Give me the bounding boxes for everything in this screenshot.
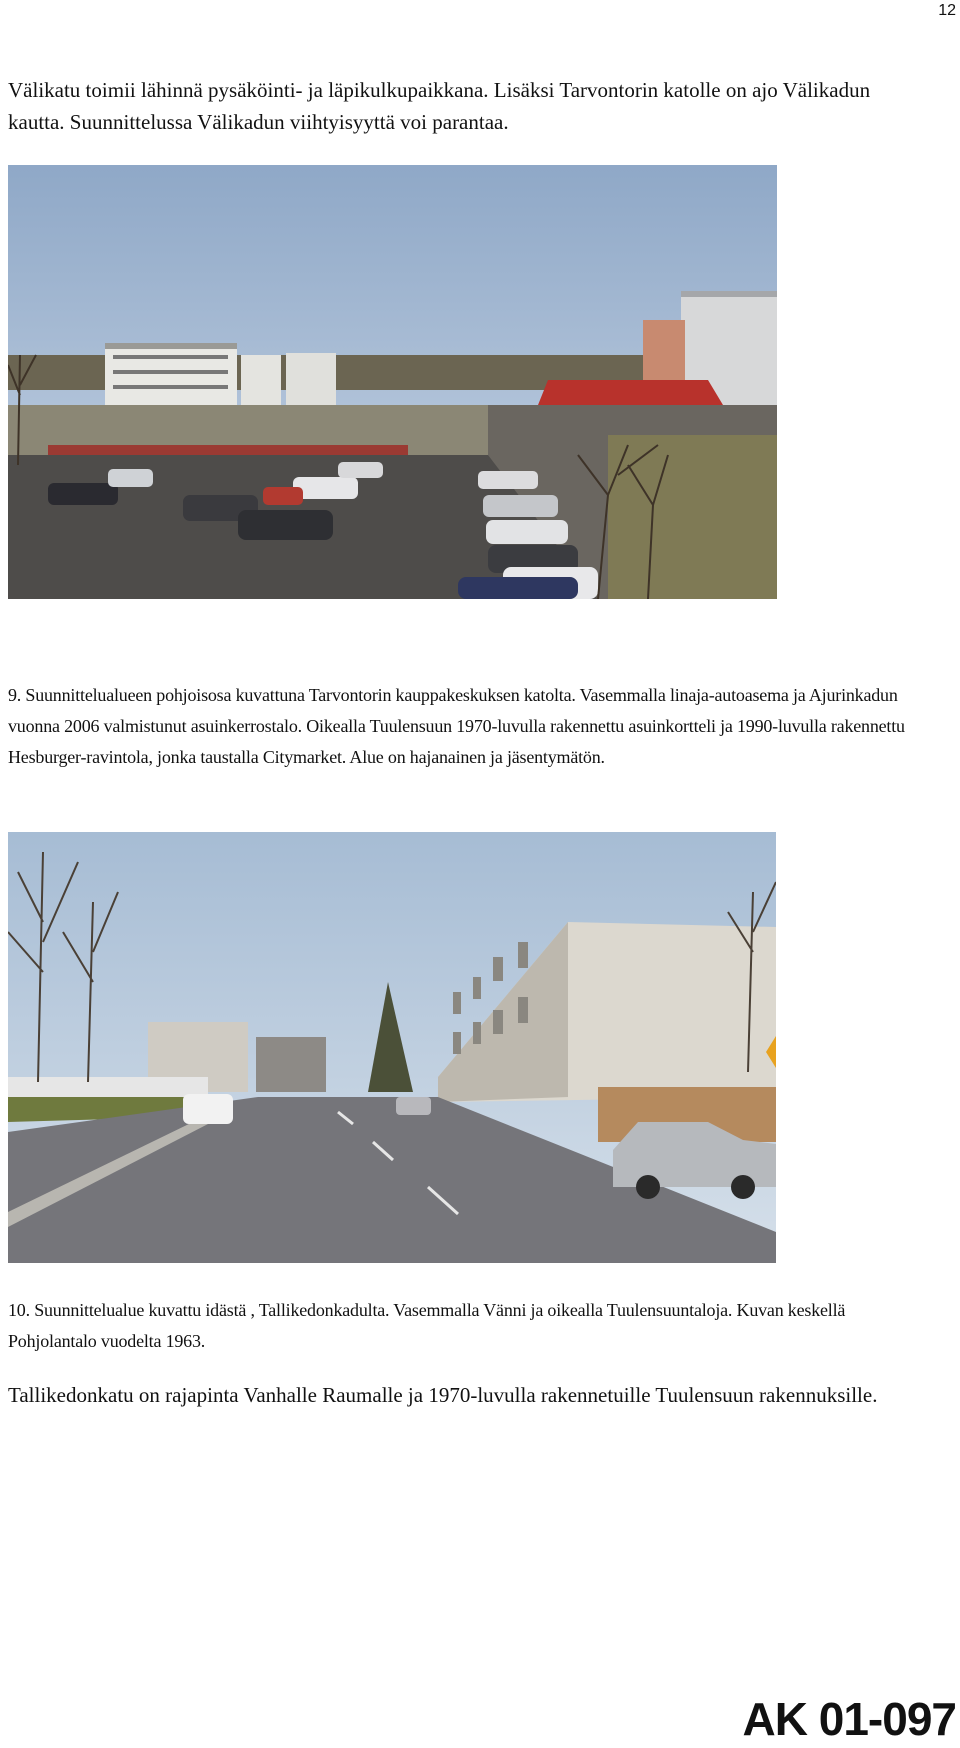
parking-lot-photo xyxy=(8,165,777,599)
document-code: AK 01-097 xyxy=(742,1693,956,1745)
figure-9-caption: 9. Suunnittelualueen pohjoisosa kuvattuna Tarvontorin kauppakeskuksen katolta. Vasemmalla linaja-autoasema ja Ajurinkadun vuonna 2006 valmistunut asuinkerrostalo. Oikealla Tuulensuun 1970-luvulla rakennettu asuinkortteli ja 1990-luvulla rakennettu Hesburger-ravintola, jonka taustalla Citymarket. Alue on hajanainen ja jäsentymätön. xyxy=(8,685,905,767)
intro-paragraph: Välikatu toimii lähinnä pysäköinti- ja läpikulkupaikkana. Lisäksi Tarvontorin katolle on ajo Välikadun kautta. Suunnittelussa Välikadun viihtyisyyttä voi parantaa. xyxy=(8,78,871,134)
figure-10-caption: 10. Suunnittelualue kuvattu idästä , Tallikedonkadulta. Vasemmalla Vänni ja oikealla Tuulensuuntaloja. Kuvan keskellä Pohjolantalo vuodelta 1963. xyxy=(8,1300,846,1351)
street-view-photo xyxy=(8,832,776,1263)
closing-paragraph: Tallikedonkatu on rajapinta Vanhalle Raumalle ja 1970-luvulla rakennetuille Tuulensuun rakennuksille. xyxy=(8,1383,878,1407)
page-number: 12 xyxy=(938,2,956,19)
